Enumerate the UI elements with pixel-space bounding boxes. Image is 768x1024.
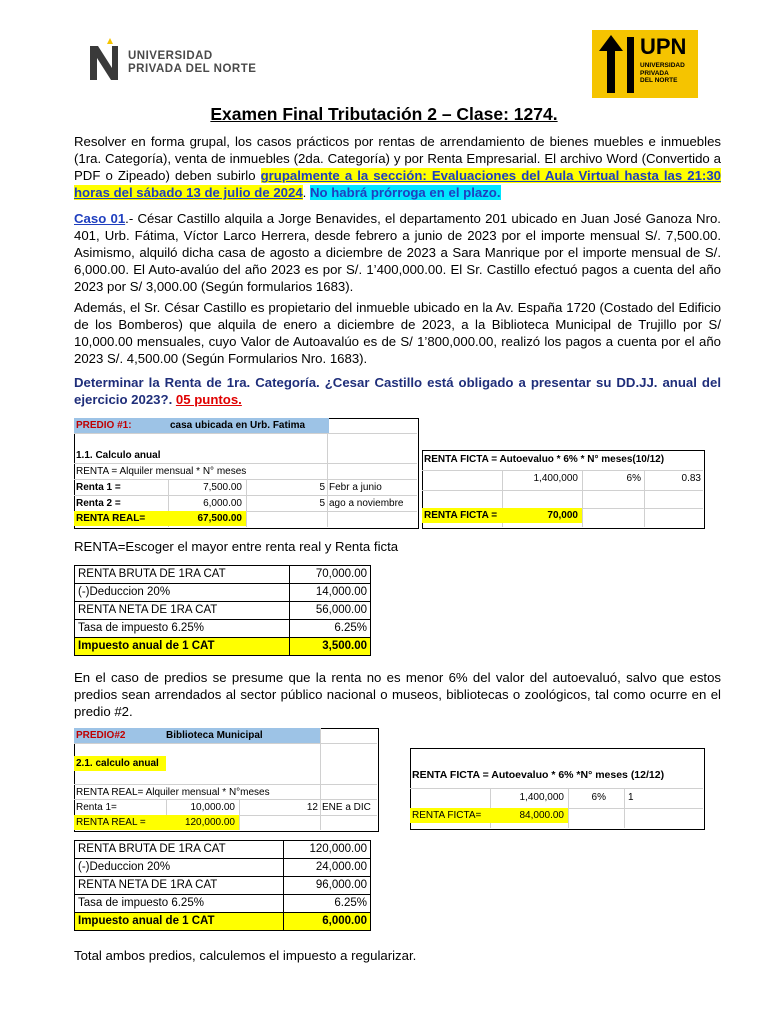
table-row — [75, 602, 371, 620]
predio1-row2-months: 5 — [319, 498, 325, 509]
caso1-label: Caso 01 — [74, 211, 126, 226]
badge-subtitle — [640, 62, 685, 85]
grid-line — [568, 788, 569, 828]
predio1-sheet — [74, 418, 418, 528]
university-logo — [88, 36, 258, 86]
table-cell-label: Impuesto anual de 1 CAT — [75, 638, 290, 656]
question-paragraph — [74, 374, 721, 408]
table-cell-value: 3,500.00 — [290, 638, 371, 656]
predio1-row1-months: 5 — [319, 482, 325, 493]
predio2-calc-title: 2.1. calculo anual — [74, 756, 166, 771]
table-row — [75, 877, 371, 895]
grid-line — [327, 418, 328, 527]
grid-line — [320, 728, 321, 830]
table-row — [75, 566, 371, 584]
predio2-row1-period: ENE a DIC — [322, 802, 371, 813]
table-cell-label: Impuesto anual de 1 CAT — [75, 913, 284, 931]
table-cell-value: 14,000.00 — [290, 584, 371, 602]
table-cell-label: Tasa de impuesto 6.25% — [75, 895, 284, 913]
grid-line — [410, 788, 703, 789]
university-name-line1: UNIVERSIDAD — [128, 50, 213, 62]
second-property-paragraph: Además, el Sr. César Castillo es propietario del inmueble ubicado en la Av. España 1720 (Costado del Edificio de los Bomberos) que alquila de enero a diciembre de 2023, a la Biblioteca Municipal de Trujillo por S/ 10,000.00 mensuales, cuyo Valor de Autoavalúo es de S/ 1’800,000.00, realizó los pagos a cuenta por el año 2023 S/. 4,500.00 (Según Formularios Nro. 1683). — [74, 300, 721, 366]
predio1-total-label: RENTA REAL= — [74, 511, 170, 526]
ficta1-total-value: 70,000 — [502, 508, 582, 523]
ficta2-rate: 6% — [591, 792, 606, 803]
caso1-text: .- César Castillo alquila a Jorge Benavides, el departamento 201 ubicado en Juan José Ganoza Nro. 401, Urb. Fátima, Víctor Larco Herrera, desde febrero a junio de 2023 por el importe mensual S/. 7,500.00. Asimismo, alquiló dicha casa de agosto a diciembre de 2023 a Sara Manrique por el importe mensual de S/. 6,000.00. El Auto-avalúo del año 2023 es por S/. 1’400,000.00. El Sr. Castillo efectuó pagos a cuenta del año 2023 por S/ 3,000.00 (Según formularios 1683). — [74, 211, 721, 294]
ficta1-rate: 6% — [626, 473, 641, 484]
badge-line2: PRIVADA — [640, 69, 669, 77]
predio1-row2-period: ago a noviembre — [329, 498, 404, 509]
grid-line — [624, 788, 625, 828]
predio2-row1-months: 12 — [306, 802, 318, 813]
table-row-total — [75, 913, 371, 931]
predio1-calc-title: 1.1. Calculo anual — [76, 450, 161, 461]
table-row — [75, 841, 371, 859]
ficta1-autoevaluo: 1,400,000 — [533, 473, 578, 484]
predio1-total-value: 67,500.00 — [168, 511, 246, 526]
predio2-desc: Biblioteca Municipal — [166, 728, 320, 743]
question-points: 05 puntos. — [175, 392, 242, 407]
predio1-label: PREDIO #1: — [74, 418, 170, 433]
predio1-row1-label: Renta 1 = — [76, 482, 121, 493]
ficta1-formula: RENTA FICTA = Autoevaluo * 6% * N° meses(10/12) — [424, 454, 665, 465]
table-row — [75, 895, 371, 913]
predio2-row1-label: Renta 1= — [76, 802, 117, 813]
grid-line — [582, 470, 583, 527]
ficta1-sheet — [422, 450, 704, 528]
grid-line — [422, 490, 703, 491]
ficta1-factor: 0.83 — [681, 473, 701, 484]
closing-text: Total ambos predios, calculemos el impuesto a regularizar. — [74, 948, 417, 963]
table-cell-label: RENTA NETA DE 1RA CAT — [75, 877, 284, 895]
table-row — [75, 620, 371, 638]
intro-text: Resolver en forma grupal, los casos prácticos por rentas de arrendamiento de bienes muebles e inmuebles (1ra. Categoría), venta de inmuebles (2da. Categoría) y por Renta Empresarial. El archivo Word (Convertido a PDF o Zipeado) deben subirlo — [74, 134, 721, 183]
predio2-total-value: 120,000.00 — [166, 815, 239, 830]
table-cell-value: 70,000.00 — [290, 566, 371, 584]
ficta2-total-label: RENTA FICTA= — [410, 808, 490, 823]
predio1-formula: RENTA = Alquiler mensual * N° meses — [76, 466, 247, 477]
predio1-row2-label: Renta 2 = — [76, 498, 121, 509]
ficta2-formula: RENTA FICTA = Autoevaluo * 6% *N° meses (12/12) — [412, 769, 665, 781]
badge-line3: DEL NORTE — [640, 77, 678, 84]
up-arrow-icon — [595, 33, 639, 95]
deadline-highlight: grupalmente a la sección: Evaluaciones del Aula Virtual hasta las 21:30 horas del sábado 13 de julio de 2024 — [74, 168, 721, 200]
ficta2-factor: 1 — [628, 792, 634, 803]
presumption-paragraph: En el caso de predios se presume que la renta no es menor 6% del valor del autoevaluó, salvo que estos predios sean arrendados al sector público nacional o museos, bibliotecas o zoológicos, tal como ocurre en el predio #2. — [74, 670, 721, 719]
table-row — [75, 584, 371, 602]
table-cell-value: 56,000.00 — [290, 602, 371, 620]
table-row-total — [75, 638, 371, 656]
predio2-sheet — [74, 728, 378, 831]
predio2-total-label: RENTA REAL = — [74, 815, 166, 830]
table-cell-label: RENTA NETA DE 1RA CAT — [75, 602, 290, 620]
predio1-row2-value: 6,000.00 — [203, 498, 242, 509]
upn-badge-logo — [592, 30, 698, 98]
table-cell-value: 6,000.00 — [283, 913, 370, 931]
tax-table-2 — [74, 840, 371, 931]
table-cell-label: (-)Deduccion 20% — [75, 859, 284, 877]
badge-acronym: UPN — [640, 34, 687, 59]
table-cell-label: (-)Deduccion 20% — [75, 584, 290, 602]
question-text: Determinar la Renta de 1ra. Categoría. ¿Cesar Castillo está obligado a presentar su DD.JJ. anual del ejercicio 2023?. — [74, 375, 721, 407]
university-name-line2: PRIVADA DEL NORTE — [128, 63, 257, 75]
table-row — [75, 859, 371, 877]
grid-line — [644, 470, 645, 527]
predio1-row1-period: Febr a junio — [329, 482, 382, 493]
page-title: Examen Final Tributación 2 – Clase: 1274. — [210, 104, 558, 124]
table-cell-value: 24,000.00 — [283, 859, 370, 877]
table-cell-label: RENTA BRUTA DE 1RA CAT — [75, 841, 284, 859]
table-cell-label: RENTA BRUTA DE 1RA CAT — [75, 566, 290, 584]
upn-n-logo-icon — [88, 38, 124, 84]
university-name — [128, 50, 256, 76]
intro-text-2: . — [302, 185, 310, 200]
tax-table-1 — [74, 565, 371, 656]
ficta1-total-label: RENTA FICTA = — [422, 508, 504, 523]
predio1-desc: casa ubicada en Urb. Fatima — [168, 418, 329, 433]
no-extension-highlight: No habrá prórroga en el plazo. — [310, 185, 501, 200]
table-cell-value: 96,000.00 — [283, 877, 370, 895]
predio2-row1-value: 10,000.00 — [190, 802, 235, 813]
grid-line — [74, 743, 377, 744]
ficta2-total-value: 84,000.00 — [490, 808, 568, 823]
predio2-label: PREDIO#2 — [74, 728, 168, 743]
predio1-row1-value: 7,500.00 — [203, 482, 242, 493]
predio2-formula: RENTA REAL= Alquiler mensual * N°meses — [76, 787, 270, 798]
choose-rule-text: RENTA=Escoger el mayor entre renta real y Renta ficta — [74, 539, 399, 554]
badge-line1: UNIVERSIDAD — [640, 62, 685, 69]
grid-line — [74, 433, 417, 434]
intro-paragraph — [74, 133, 721, 201]
caso1-paragraph — [74, 210, 721, 295]
ficta2-sheet — [410, 748, 704, 829]
table-cell-value: 120,000.00 — [283, 841, 370, 859]
table-cell-value: 6.25% — [290, 620, 371, 638]
table-cell-value: 6.25% — [283, 895, 370, 913]
table-cell-label: Tasa de impuesto 6.25% — [75, 620, 290, 638]
ficta2-autoevaluo: 1,400,000 — [519, 792, 564, 803]
